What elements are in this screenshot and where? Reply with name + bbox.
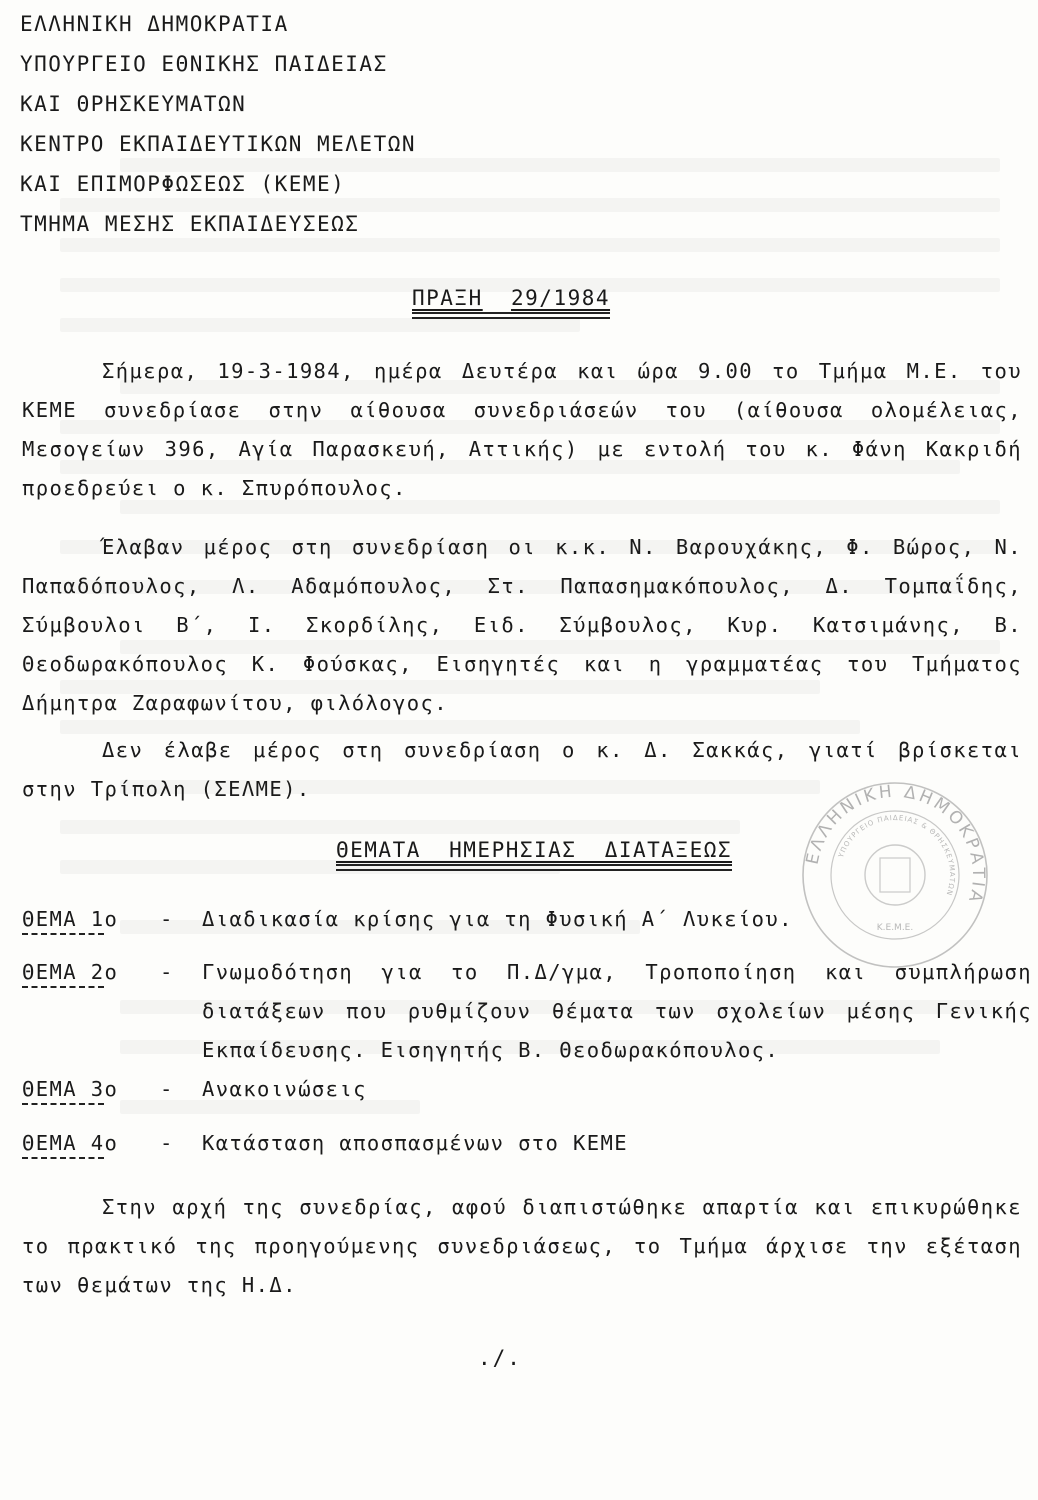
document-title: [412, 286, 610, 319]
letterhead: [20, 4, 416, 244]
agenda-item-text: Γνωμοδότηση για το Π.Δ/γμα, Τροποποίηση και συμπλήρωση διατάξεων που ρυθμίζουν θέματα των σχολείων μέσης Γενικής Εκπαίδευσης. Εισηγητής Β. Θεοδωρακόπουλος.: [202, 960, 1032, 1062]
seal-inner-text: ΥΠΟΥΡΓΕΙΟ ΠΑΙΔΕΙΑΣ & ΘΡΗΣΚΕΥΜΑΤΩΝ: [837, 813, 957, 898]
agenda-title: [336, 838, 732, 871]
paragraph-text: Στην αρχή της συνεδρίας, αφού διαπιστώθηκε απαρτία και επικυρώθηκε το πρακτικό της προηγούμενης συνεδριάσεως, το Τμήμα άρχισε την εξέταση των θεμάτων της Η.Δ.: [22, 1195, 1022, 1297]
agenda-title-text: ΘΕΜΑΤΑ ΗΜΕΡΗΣΙΑΣ ΔΙΑΤΑΞΕΩΣ: [336, 838, 733, 862]
paragraph-proceedings: [22, 1188, 1022, 1305]
letterhead-line-2: ΥΠΟΥΡΓΕΙΟ ΕΘΝΙΚΗΣ ΠΑΙΔΕΙΑΣ: [20, 52, 388, 76]
agenda-title-double-underline: [336, 864, 732, 871]
agenda-item-dash: -: [160, 1131, 174, 1155]
agenda-item-text: Διαδικασία κρίσης για τη Φυσική Α΄ Λυκείου.: [202, 907, 793, 931]
seal-ring-text: ΕΛΛΗΝΙΚΗ ΔΗΜΟΚΡΑΤΙΑ: [802, 781, 989, 908]
paragraph-text: Έλαβαν μέρος στη συνεδρίαση οι κ.κ. Ν. Βαρουχάκης, Φ. Βώρος, Ν. Παπαδόπουλος, Λ. Αδαμόπουλος, Στ. Παπασημακόπουλος, Δ. Τομπαΐδης, Σύμβουλοι Β΄, Ι. Σκορδίλης, Ειδ. Σύμβουλος, Κυρ. Κατσιμάνης, Β. Θεοδωρακόπουλος Κ. Φούσκας, Εισηγητές και η γραμματέας του Τμήματος Δήμητρα Ζαραφωνίτου, φιλόλογος.: [22, 535, 1022, 715]
agenda-item-label: ΘΕΜΑ 4ο: [22, 1124, 118, 1159]
agenda-item-text: Κατάσταση αποσπασμένων στο ΚΕΜΕ: [202, 1131, 629, 1155]
paragraph-attendees: [22, 528, 1022, 723]
letterhead-line-4: ΚΕΝΤΡΟ ΕΚΠΑΙΔΕΥΤΙΚΩΝ ΜΕΛΕΤΩΝ: [20, 132, 417, 156]
official-seal-stamp: [800, 780, 990, 970]
paragraph-opening: [22, 352, 1022, 508]
title-number: 29/1984: [511, 286, 611, 310]
title-label: ΠΡΑΞΗ: [412, 286, 483, 310]
agenda-item-dash: -: [160, 1077, 174, 1101]
paragraph-text: Δεν έλαβε μέρος στη συνεδρίαση ο κ. Δ. Σακκάς, γιατί βρίσκεται στην Τρίπολη (ΣΕΛΜΕ).: [22, 738, 1022, 801]
letterhead-line-3: ΚΑΙ ΘΡΗΣΚΕΥΜΑΤΩΝ: [20, 92, 247, 116]
agenda-item-label: ΘΕΜΑ 3ο: [22, 1070, 118, 1105]
svg-text:ΥΠΟΥΡΓΕΙΟ ΠΑΙΔΕΙΑΣ & ΘΡΗΣΚΕΥΜΑ: [837, 814, 956, 897]
continuation-mark: ./.: [478, 1346, 522, 1370]
agenda-item-label: ΘΕΜΑ 2ο: [22, 953, 118, 988]
seal-bottom-text: Κ.Ε.Μ.Ε.: [876, 923, 914, 933]
title-double-underline: [412, 312, 610, 319]
agenda-item-dash: -: [160, 907, 174, 931]
agenda-item-text: Ανακοινώσεις: [202, 1077, 367, 1101]
letterhead-line-5: ΚΑΙ ΕΠΙΜΟΡΦΩΣΕΩΣ (ΚΕΜΕ): [20, 172, 346, 196]
letterhead-line-1: ΕΛΛΗΝΙΚΗ ΔΗΜΟΚΡΑΤΙΑ: [20, 12, 289, 36]
agenda-item-label: ΘΕΜΑ 1ο: [22, 900, 118, 935]
agenda-item-dash: -: [160, 960, 174, 984]
letterhead-line-6: ΤΜΗΜΑ ΜΕΣΗΣ ΕΚΠΑΙΔΕΥΣΕΩΣ: [20, 212, 360, 236]
paragraph-text: Σήμερα, 19-3-1984, ημέρα Δευτέρα και ώρα 9.00 το Τμήμα Μ.Ε. του ΚΕΜΕ συνεδρίασε στην αίθουσα συνεδριάσεών του (αίθουσα ολομέλειας, Μεσογείων 396, Αγία Παρασκευή, Αττικής) με εντολή του κ. Φάνη Κακριδή προεδρεύει ο κ. Σπυρόπουλος.: [22, 359, 1022, 500]
